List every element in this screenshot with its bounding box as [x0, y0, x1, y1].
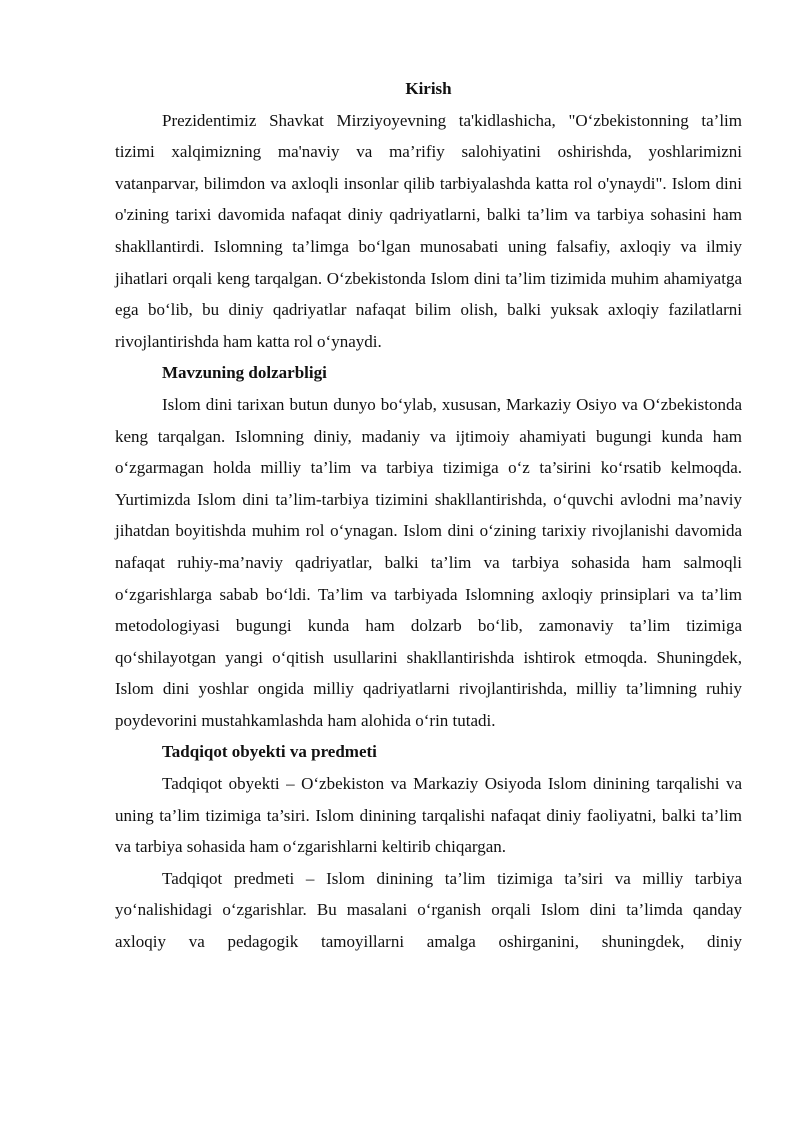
research-object-paragraph: Tadqiqot obyekti – O‘zbekiston va Markaziy Osiyoda Islom dinining tarqalishi va uning ta’lim tizimiga ta’siri. Islom dinining tarqalishi nafaqat diniy faoliyatni, balki ta’lim va tarbiya sohasida ham o‘zgarishlarni keltirib chiqargan.	[115, 774, 742, 857]
intro-paragraph: Prezidentimiz Shavkat Mirziyoyevning ta'kidlashicha, "O‘zbekistonning ta’lim tizimi xalqimizning ma'naviy va ma’rifiy salohiyatini oshirishda, yoshlarimizni vatanparvar, bilimdon va axloqli insonlar qilib tarbiyalashda katta rol o'ynaydi". Islom dini o'zining tarixi davomida nafaqat diniy qadriyatlarni, balki ta’lim va tarbiya sohasini ham shakllantirdi. Islomning ta’limga bo‘lgan munosabati uning falsafiy, axloqiy va ilmiy jihatlari orqali keng tarqalgan. O‘zbekistonda Islom dini ta’lim tizimida muhim ahamiyatga ega bo‘lib, bu diniy qadriyatlar nafaqat bilim olish, balki yuksak axloqiy fazilatlarni rivojlantirishda ham katta rol o‘ynaydi.	[115, 110, 742, 351]
relevance-paragraph: Islom dini tarixan butun dunyo bo‘ylab, xususan, Markaziy Osiyo va O‘zbekistonda keng tarqalgan. Islomning diniy, madaniy va ijtimoiy ahamiyati bugungi kunda ham o‘zgarmagan holda milliy ta’lim va tarbiya tizimiga o‘z ta’sirini ko‘rsatib kelmoqda. Yurtimizda Islom dini ta’lim-tarbiya tizimini shakllantirishda, o‘quvchi avlodni ma’naviy jihatdan boyitishda muhim rol o‘ynagan. Islom dini o‘zining tarixiy rivojlanishi davomida nafaqat ruhiy-ma’naviy qadriyatlar, balki ta’lim va tarbiya sohasida ham salmoqli o‘zgarishlarga sabab bo‘ldi. Ta’lim va tarbiyada Islomning axloqiy prinsiplari va ta’lim metodologiyasi bugungi kunda ham dolzarb bo‘lib, zamonaviy ta’lim tizimiga qo‘shilayotgan yangi o‘qitish usullarini shakllantirishda ishtirok etmoqda. Shuningdek, Islom dini yoshlar ongida milliy qadriyatlarni rivojlantirishda, milliy ta’limning ruhiy poydevorini mustahkamlashda ham alohida o‘rin tutadi.	[115, 394, 742, 730]
document-title: Kirish	[405, 79, 452, 98]
research-subject-paragraph: Tadqiqot predmeti – Islom dinining ta’lim tizimiga ta’siri va milliy tarbiya yo‘nalishidagi o‘zgarishlar. Bu masalani o‘rganish orqali Islom dini ta’limda qanday axloqiy va pedagogik tamoyillarni amalga oshirganini, shuningdek, diniy	[115, 868, 742, 952]
section-heading-object-subject: Tadqiqot obyekti va predmeti	[162, 742, 377, 762]
section-heading-relevance: Mavzuning dolzarbligi	[162, 363, 327, 383]
document-body	[115, 73, 742, 958]
